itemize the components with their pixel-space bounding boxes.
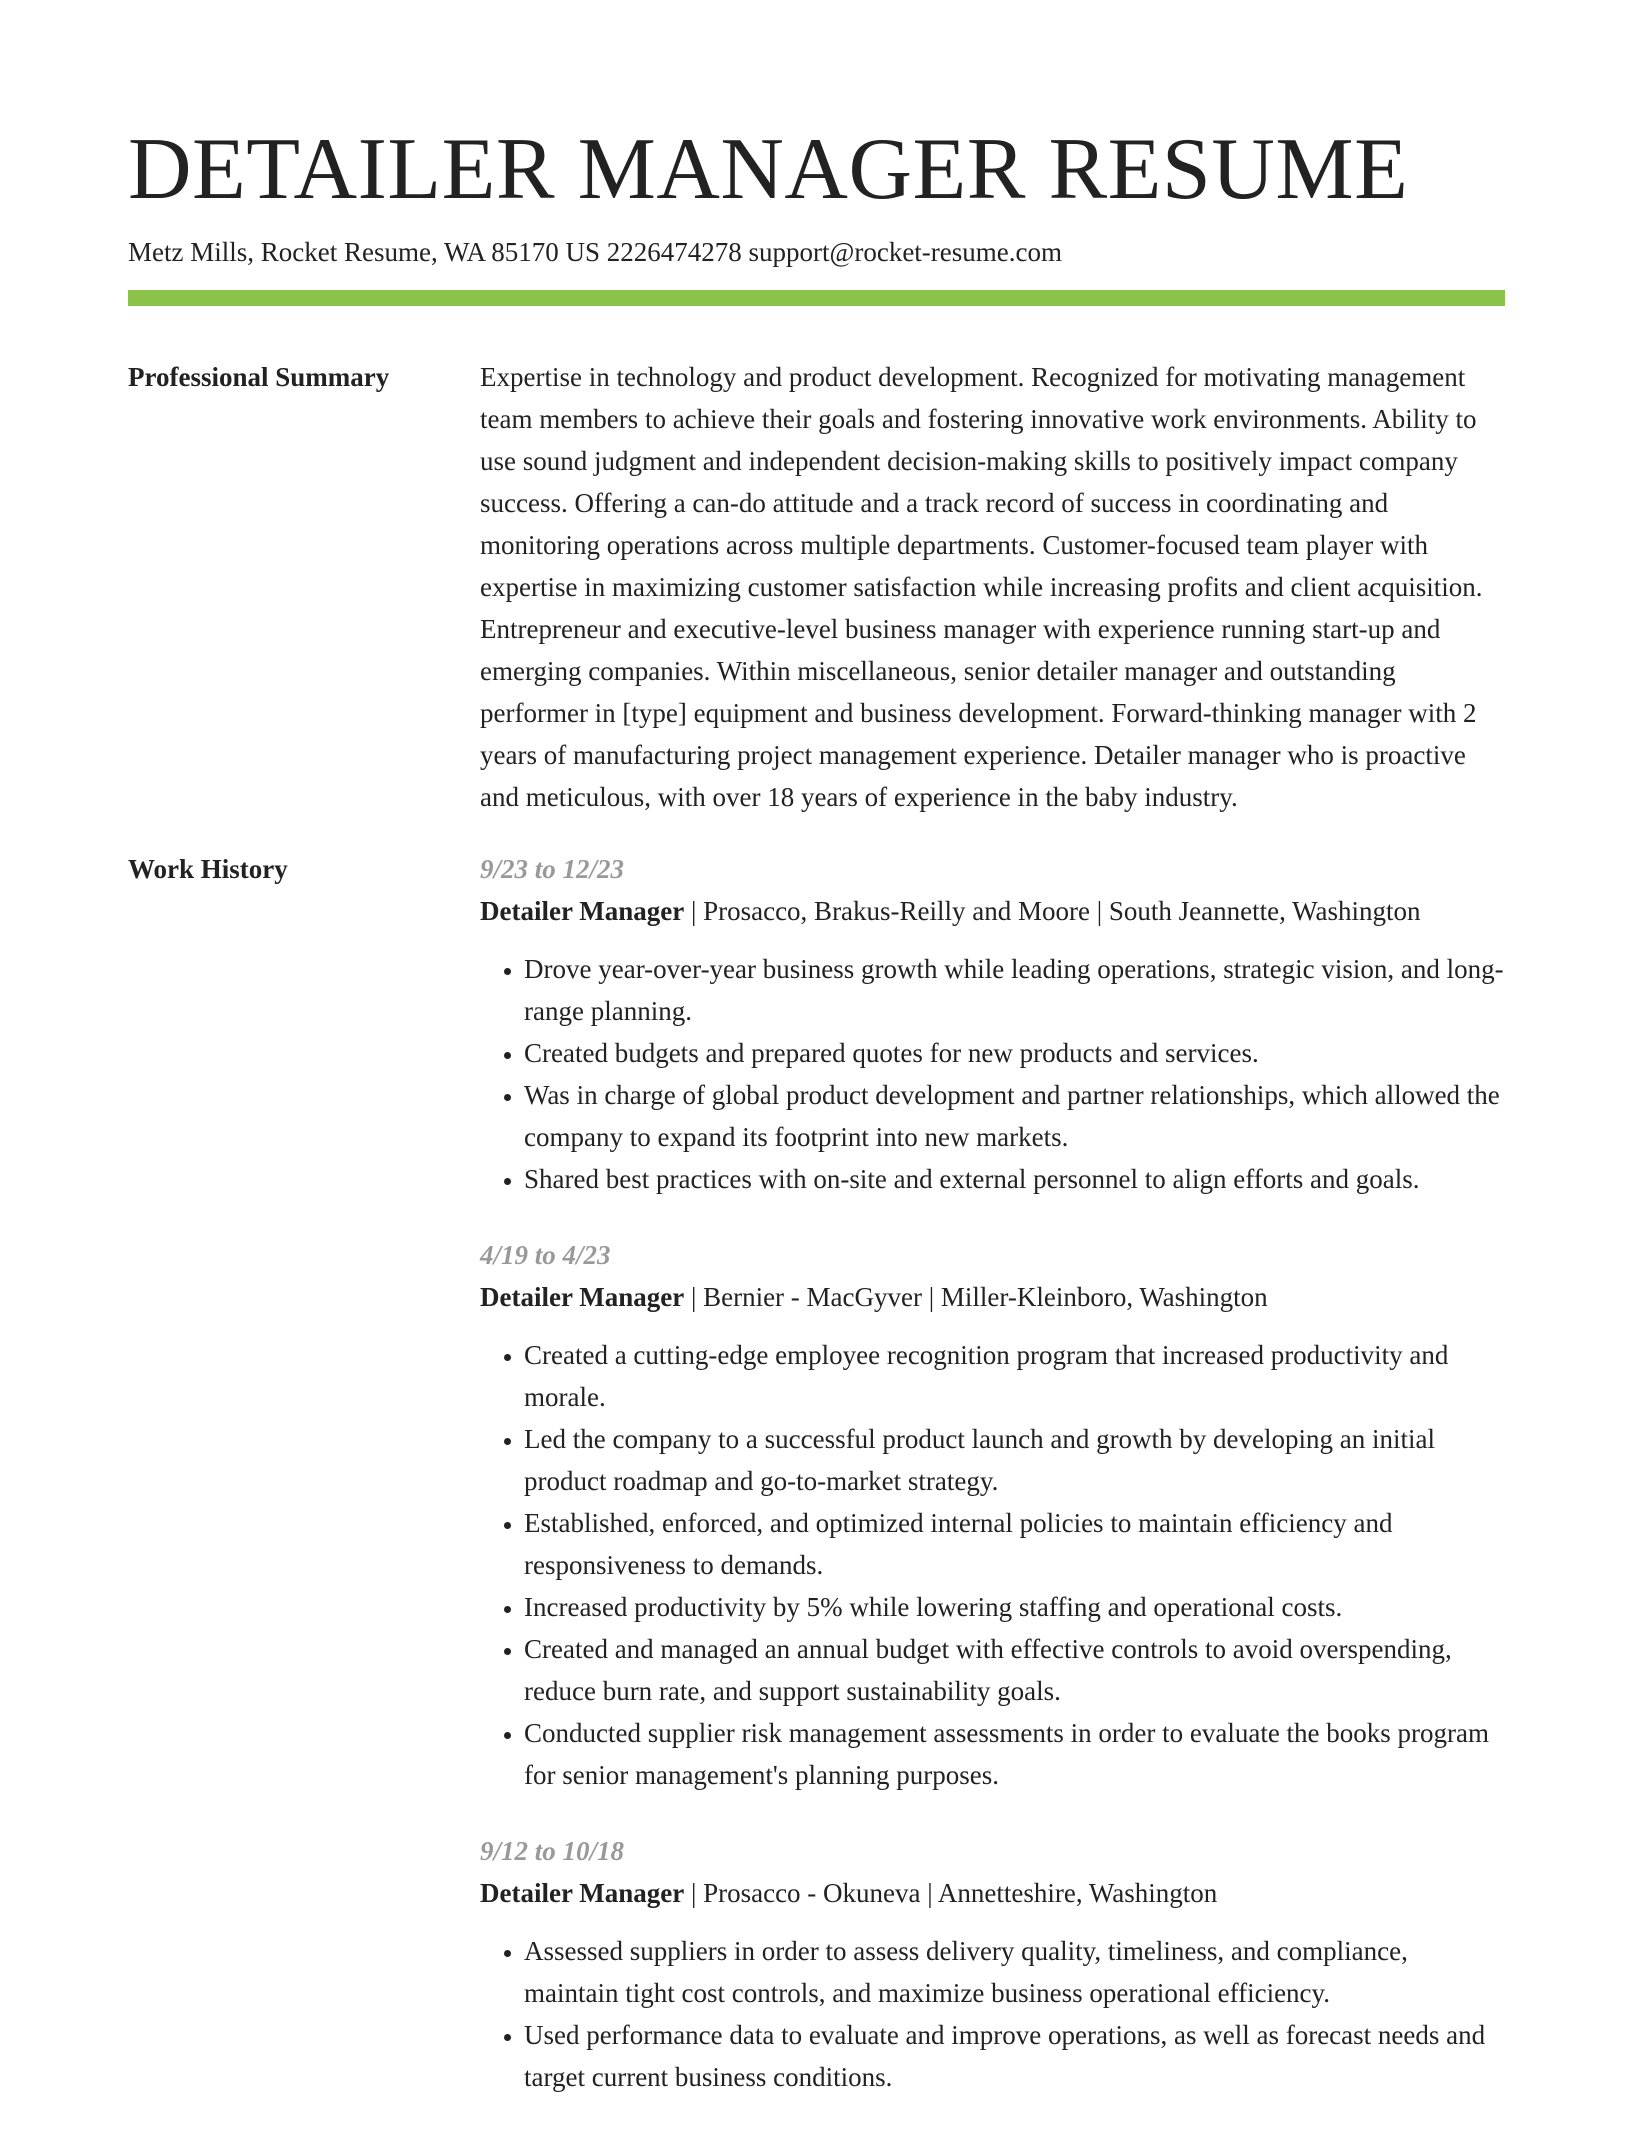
- job-dates: 9/23 to 12/23: [480, 854, 625, 884]
- job-bullet: • Created budgets and prepared quotes for new products and services.: [524, 1032, 1505, 1074]
- job-title-line: [480, 1276, 1505, 1318]
- job-bullet: • Led the company to a successful product launch and growth by developing an initial product roadmap and go-to-market strategy.: [524, 1418, 1505, 1502]
- job-company-location: | Bernier - MacGyver | Miller-Kleinboro, Washington: [684, 1282, 1268, 1312]
- job-entry: [480, 848, 1505, 1200]
- job-entry: [480, 1830, 1505, 2098]
- job-bullet: • Drove year-over-year business growth while leading operations, strategic vision, and long-range planning.: [524, 948, 1505, 1032]
- job-title-line: [480, 890, 1505, 932]
- job-title-line: [480, 1872, 1505, 1914]
- job-bullets: [480, 948, 1505, 1200]
- job-bullet: • Used performance data to evaluate and improve operations, as well as forecast needs and target current business conditions.: [524, 2014, 1505, 2098]
- job-bullet: • Conducted supplier risk management assessments in order to evaluate the books program for senior management's planning purposes.: [524, 1712, 1505, 1796]
- job-bullets: [480, 1334, 1505, 1796]
- section-label-summary: Professional Summary: [128, 362, 390, 392]
- job-dates: 4/19 to 4/23: [480, 1240, 611, 1270]
- job-bullet: • Created and managed an annual budget with effective controls to avoid overspending, reduce burn rate, and support sustainability goals.: [524, 1628, 1505, 1712]
- job-company-location: | Prosacco - Okuneva | Annetteshire, Washington: [684, 1878, 1218, 1908]
- job-title: Detailer Manager: [480, 1878, 685, 1908]
- job-bullet: • Increased productivity by 5% while lowering staffing and operational costs.: [524, 1586, 1505, 1628]
- accent-divider: [128, 290, 1505, 306]
- section-label-work-history: Work History: [128, 854, 288, 884]
- job-bullets: [480, 1930, 1505, 2098]
- job-title: Detailer Manager: [480, 896, 685, 926]
- job-bullet: • Was in charge of global product development and partner relationships, which allowed the company to expand its footprint into new markets.: [524, 1074, 1505, 1158]
- contact-line: Metz Mills, Rocket Resume, WA 85170 US 2226474278 support@rocket-resume.com: [128, 237, 1063, 267]
- job-company-location: | Prosacco, Brakus-Reilly and Moore | South Jeannette, Washington: [684, 896, 1421, 926]
- job-bullet: • Established, enforced, and optimized internal policies to maintain efficiency and responsiveness to demands.: [524, 1502, 1505, 1586]
- job-list: [480, 848, 1505, 2132]
- resume-title: DETAILER MANAGER RESUME: [128, 121, 1409, 218]
- job-dates: 9/12 to 10/18: [480, 1836, 625, 1866]
- summary-text: Expertise in technology and product development. Recognized for motivating management team members to achieve their goals and fostering innovative work environments. Ability to use sound judgment and independent decision-making skills to positively impact company success. Offering a can-do attitude and a track record of success in coordinating and monitoring operations across multiple departments. Customer-focused team player with expertise in maximizing customer satisfaction while increasing profits and client acquisition. Entrepreneur and executive-level business manager with experience running start-up and emerging companies. Within miscellaneous, senior detailer manager and outstanding performer in [type] equipment and business development. Forward-thinking manager with 2 years of manufacturing project management experience. Detailer manager who is proactive and meticulous, with over 18 years of experience in the baby industry.: [480, 362, 1483, 812]
- job-bullet: • Assessed suppliers in order to assess delivery quality, timeliness, and compliance, maintain tight cost controls, and maximize business operational efficiency.: [524, 1930, 1505, 2014]
- professional-summary-section: [128, 356, 1505, 818]
- resume-page: [128, 0, 1505, 2132]
- job-bullet: • Created a cutting-edge employee recognition program that increased productivity and morale.: [524, 1334, 1505, 1418]
- job-bullet: • Shared best practices with on-site and external personnel to align efforts and goals.: [524, 1158, 1505, 1200]
- work-history-section: [128, 848, 1505, 2132]
- job-title: Detailer Manager: [480, 1282, 685, 1312]
- job-entry: [480, 1234, 1505, 1796]
